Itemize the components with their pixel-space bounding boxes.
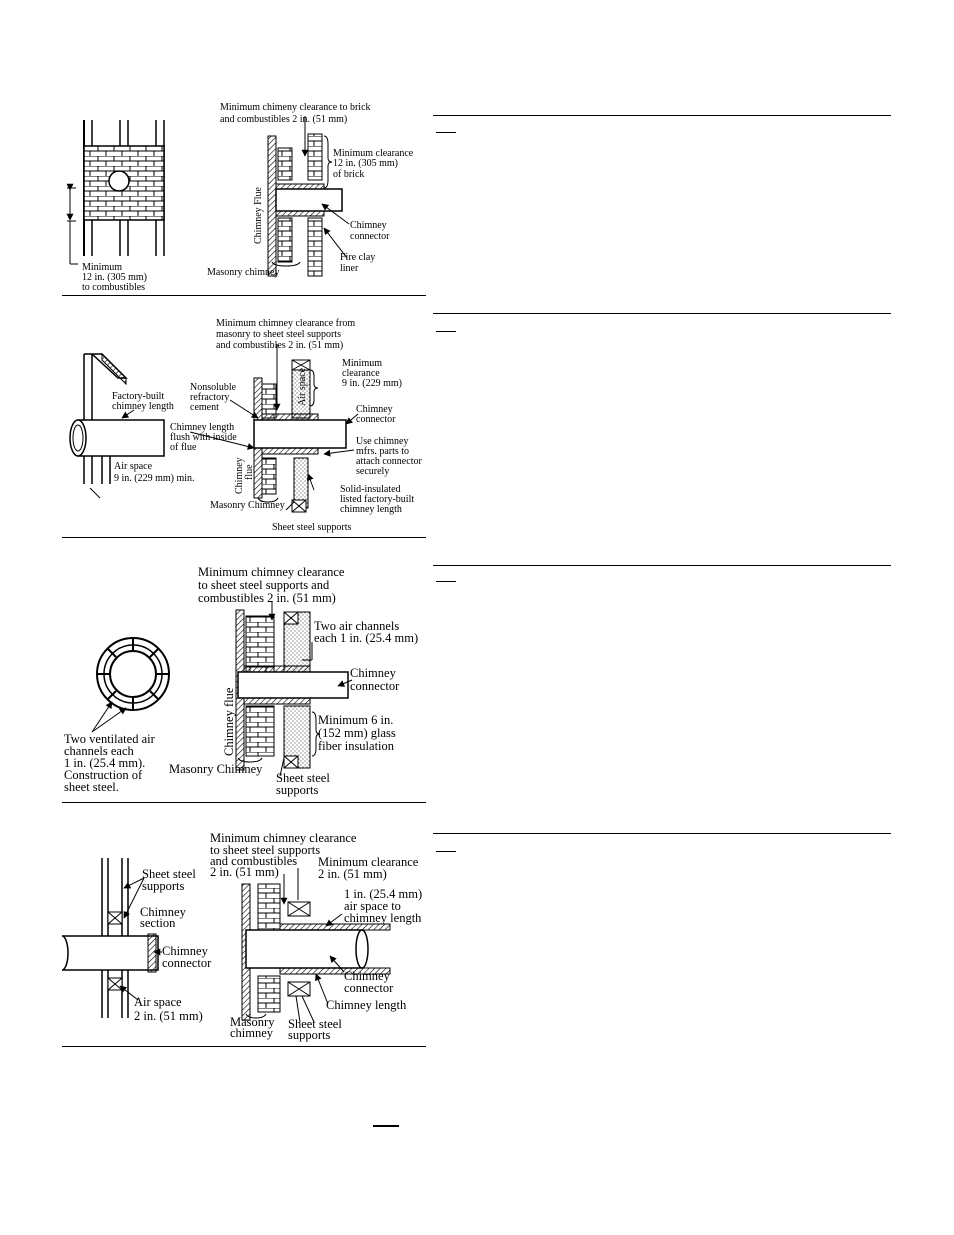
label-sheet-steel-supports: Sheet steel supports: [272, 522, 352, 533]
figure-b-drawing: [62, 314, 426, 536]
label-left-supports: supports: [142, 879, 185, 893]
label-of-flue: of flue: [170, 442, 197, 453]
label-chimney-length: chimney length: [340, 504, 402, 515]
label-construction: Construction of: [64, 768, 143, 782]
section-marker-1: [436, 132, 456, 133]
label-chimney-length-top: chimney length: [344, 911, 422, 925]
label-top-line2: masonry to sheet steel supports: [216, 329, 341, 340]
label-masonry-chimney: Masonry Chimney: [169, 762, 263, 776]
label-left-connector-2: connector: [162, 956, 212, 970]
label-minimum-6in: Minimum 6 in.: [318, 713, 394, 727]
label-top-line2: to sheet steel supports and: [198, 578, 330, 592]
label-1in-air: 1 in. (25.4 mm): [344, 887, 423, 901]
section-marker-4: [436, 851, 456, 852]
label-chimney: chimney: [230, 1026, 274, 1040]
label-liner: liner: [340, 263, 359, 274]
label-chimney-connector-2: connector: [356, 414, 396, 425]
ventilated-thimble-front: [92, 638, 169, 732]
label-min-dim: 12 in. (305 mm): [333, 158, 398, 169]
label-chimney-section-1: Chimney: [140, 905, 186, 919]
figure-d-bottom-rule: [62, 1046, 426, 1047]
label-minimum: Minimum: [342, 358, 383, 369]
label-chimney-length-flush: Chimney length: [170, 422, 235, 433]
label-chimney-connector-2: connector: [344, 981, 394, 995]
label-left-sheet-steel: Sheet steel: [142, 867, 196, 881]
figure-masonry-brick-clearance: [62, 96, 426, 300]
label-air-space: Air space: [114, 461, 153, 472]
label-chimney-flue: Chimney Flue: [253, 187, 264, 244]
section-rule-1: [433, 115, 891, 116]
label-air-space-to: air space to: [344, 899, 401, 913]
label-fiber-insulation: fiber insulation: [318, 739, 395, 753]
label-two-ventilated: Two ventilated air: [64, 732, 155, 746]
label-min-clearance: Minimum clearance: [318, 855, 419, 869]
label-refractory: refractory: [190, 392, 230, 403]
label-masonry-chimney: Masonry chimney: [207, 267, 280, 278]
label-top-line3: and combustibles 2 in. (51 mm): [216, 340, 344, 351]
label-chimney-connector-1: Chimney: [344, 969, 390, 983]
label-top-line3: combustibles 2 in. (51 mm): [198, 591, 336, 605]
label-min-clearance: Minimum clearance: [333, 148, 414, 159]
label-securely: securely: [356, 466, 390, 477]
label-mfrs-parts: mfrs. parts to: [356, 446, 410, 457]
wall-elevation: [67, 120, 164, 264]
label-chimney-section-2: section: [140, 916, 176, 930]
label-two-air-channels: Two air channels: [314, 619, 400, 633]
label-air-space-dim: 9 in. (229 mm) min.: [114, 473, 195, 484]
label-min-dim: 2 in. (51 mm): [318, 867, 387, 881]
figure-ventilated-thimble: [62, 562, 426, 800]
label-each-1in: each 1 in. (25.4 mm): [314, 631, 419, 645]
figure-c-bottom-rule: [62, 802, 426, 803]
label-cement: cement: [190, 402, 219, 413]
label-clearance-dim: 9 in. (229 mm): [342, 378, 402, 389]
label-clearance: clearance: [342, 368, 380, 379]
label-attach-connector: attach connector: [356, 456, 422, 467]
label-chimney-connector-1: Chimney: [350, 220, 387, 231]
label-152mm: (152 mm) glass: [318, 726, 396, 740]
figure-sheet-steel-supports: [62, 828, 426, 1044]
label-sheet-steel-2: supports: [276, 783, 319, 797]
label-top-line1: Minimum chimney clearance: [198, 565, 345, 579]
label-top-line2: to sheet steel supports: [210, 843, 321, 857]
label-chimney-connector-1: Chimney: [356, 404, 393, 415]
label-top-line1: Minimum chimney clearance from: [216, 318, 356, 329]
section-marker-2: [436, 331, 456, 332]
label-chimney-connector-1: Chimney: [350, 666, 396, 680]
label-sheet-steel-1: Sheet steel: [276, 771, 330, 785]
section-rule-4: [433, 833, 891, 834]
section-rule-3: [433, 565, 891, 566]
label-air-space-vertical: Air space: [297, 367, 308, 406]
label-left-combustibles: to combustibles: [82, 282, 146, 293]
label-top-line4: 2 in. (51 mm): [210, 865, 279, 879]
label-top-line1: Minimum chimeny clearance to brick: [220, 102, 371, 113]
label-one-inch: 1 in. (25.4 mm).: [64, 756, 146, 770]
label-sheet-steel: sheet steel.: [64, 780, 119, 794]
label-min-brick: of brick: [333, 169, 365, 180]
label-use-chimney: Use chimney: [356, 436, 409, 447]
label-top-line1: Minimum chimney clearance: [210, 831, 357, 845]
label-chimney-flue-2: flue: [244, 464, 255, 480]
label-top-line2: and combustibles 2 in. (51 mm): [220, 114, 348, 125]
label-chimney-connector-2: connector: [350, 231, 390, 242]
label-left-minimum: Minimum: [82, 262, 123, 273]
label-masonry-chimney: Masonry Chimney: [210, 500, 285, 511]
label-top-line3: and combustibles: [210, 854, 298, 868]
figure-a-drawing: [62, 96, 426, 300]
figure-factory-built-chimney: [62, 314, 426, 536]
page-footer-mark: [373, 1125, 399, 1127]
label-flush-inside: flush with inside: [170, 432, 237, 443]
label-chimney-length: Chimney length: [326, 998, 407, 1012]
label-listed-factory: listed factory-built: [340, 494, 415, 505]
label-factory-built: Factory-built: [112, 391, 165, 402]
label-chimney-length-fb: chimney length: [112, 401, 174, 412]
figure-a-bottom-rule: [62, 295, 426, 296]
label-left-connector-1: Chimney: [162, 944, 208, 958]
figure-d-drawing: [62, 828, 426, 1044]
label-air-space-dim: 2 in. (51 mm): [134, 1009, 203, 1023]
wall-section: [268, 116, 349, 276]
label-chimney-connector-2: connector: [350, 679, 400, 693]
label-chimney-flue: Chimney flue: [222, 687, 236, 756]
label-solid-insulated: Solid-insulated: [340, 484, 401, 495]
label-chimney-flue-1: Chimney: [234, 457, 245, 494]
figure-c-drawing: [62, 562, 426, 800]
label-fire-clay: Fire clay: [340, 252, 376, 263]
label-air-space: Air space: [134, 995, 182, 1009]
label-nonsoluble: Nonsoluble: [190, 382, 237, 393]
label-masonry: Masonry: [230, 1015, 275, 1029]
label-sheet-steel-1: Sheet steel: [288, 1017, 342, 1031]
section-marker-3: [436, 581, 456, 582]
label-left-dim: 12 in. (305 mm): [82, 272, 147, 283]
figure-b-bottom-rule: [62, 537, 426, 538]
label-sheet-steel-2: supports: [288, 1028, 331, 1042]
label-channels-each: channels each: [64, 744, 134, 758]
section-rule-2: [433, 313, 891, 314]
